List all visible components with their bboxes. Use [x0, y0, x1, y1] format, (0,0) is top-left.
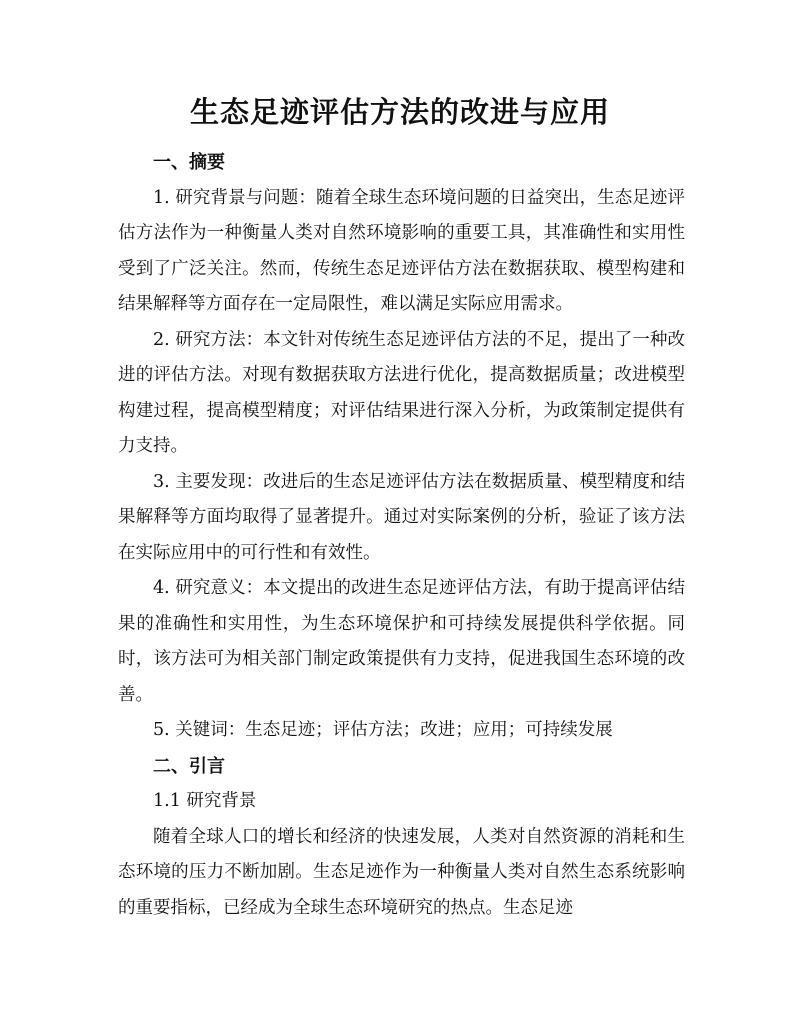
abstract-paragraph-background: 1. 研究背景与问题：随着全球生态环境问题的日益突出，生态足迹评估方法作为一种衡量人类对自然环境影响的重要工具，其准确性和实用性受到了广泛关注。然而，传统生态足迹评估方法在数据获取、模型构建和结果解释等方面存在一定局限性，难以满足实际应用需求。: [118, 187, 685, 314]
abstract-paragraph-keywords: 5. 关键词：生态足迹；评估方法；改进；应用；可持续发展: [153, 720, 613, 740]
document-body: [118, 145, 685, 926]
abstract-paragraph-method: 2. 研究方法：本文针对传统生态足迹评估方法的不足，提出了一种改进的评估方法。对现有数据获取方法进行优化，提高数据质量；改进模型构建过程，提高模型精度；对评估结果进行深入分析，为政策制定提供有力支持。: [118, 329, 685, 456]
section-heading-abstract: 一、摘要: [153, 152, 225, 173]
document-title: 生态足迹评估方法的改进与应用: [189, 95, 610, 129]
section-heading-introduction: 二、引言: [153, 755, 225, 777]
abstract-paragraph-significance: 4. 研究意义：本文提出的改进生态足迹评估方法，有助于提高评估结果的准确性和实用性，为生态环境保护和可持续发展提供科学依据。同时，该方法可为相关部门制定政策提供有力支持，促进我国生态环境的改善。: [118, 578, 685, 705]
introduction-paragraph: 随着全球人口的增长和经济的快速发展，人类对自然资源的消耗和生态环境的压力不断加剧。生态足迹作为一种衡量人类对自然生态系统影响的重要指标，已经成为全球生态环境研究的热点。生态足迹: [118, 826, 685, 918]
abstract-paragraph-findings: 3. 主要发现：改进后的生态足迹评估方法在数据质量、模型精度和结果解释等方面均取得了显著提升。通过对实际案例的分析，验证了该方法在实际应用中的可行性和有效性。: [118, 471, 685, 563]
subsection-heading-background: 1.1 研究背景: [153, 791, 257, 811]
